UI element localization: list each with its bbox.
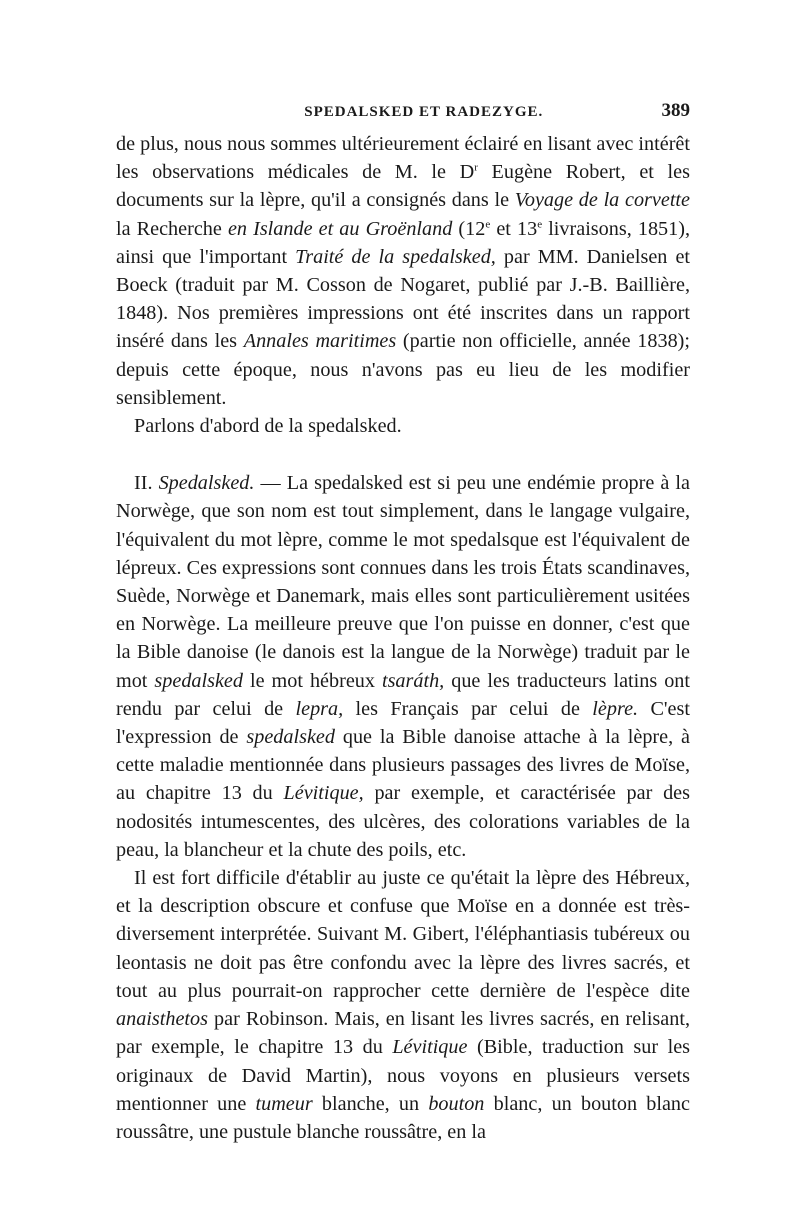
body-text	[116, 130, 690, 1146]
paragraph-transition: Parlons d'abord de la spedalsked.	[134, 415, 402, 438]
running-head: SPEDALSKED ET RADEZYGE.	[304, 104, 544, 120]
paragraph-section-ii: II. Spedalsked. — La spedalsked est si peu une endémie propre à la Norwège, que son nom est tout simplement, dans le langage vulgaire, l'équivalent du mot lèpre, comme le mot spedalsque est l'équivalent de lépreux. Ces expressions sont connues dans les trois États scandinaves, Suède, Norwège et Danemark, mais elles sont particulièrement usitées en Norwège. La meilleure preuve que l'on puisse en donner, c'est que la Bible danoise (le danois est la langue de la Norwège) traduit par le mot spedalsked le mot hébreux tsaráth, que les traducteurs latins ont rendu par celui de lepra, les Français par celui de lèpre. C'est l'expression de spedalsked que la Bible danoise attache à la lèpre, à cette maladie mentionnée dans plusieurs passages des livres de Moïse, au chapitre 13 du Lévitique, par exemple, et caractérisée par des nodosités intumescentes, des ulcères, des colorations variables de la peau, la blancheur et la chute des poils, etc.	[116, 472, 690, 861]
paragraph-hebrew-leprosy: Il est fort difficile d'établir au juste ce qu'était la lèpre des Hébreux, et la description obscure et confuse que Moïse en a donnée est très-diversement interprétée. Suivant M. Gibert, l'éléphantiasis tubéreux ou leontasis ne doit pas être confondu avec la lèpre des livres sacrés, et tout au plus pourrait-on rapprocher cette dernière de l'espèce dite anaisthetos par Robinson. Mais, en lisant les livres sacrés, en relisant, par exemple, le chapitre 13 du Lévitique (Bible, traduction sur les originaux de David Martin), nous voyons en plusieurs versets mentionner une tumeur blanche, un bouton blanc, un bouton blanc roussâtre, une pustule blanche roussâtre, en la	[116, 867, 691, 1143]
page-header	[116, 100, 690, 122]
page-number: 389	[661, 100, 690, 121]
paragraph-continued: de plus, nous nous sommes ultérieurement éclairé en lisant avec intérêt les observations médicales de M. le $D^r$ Eugène Robert, et les documents sur la lèpre, qu'il a consignés dans le Voyage de la corvette la Recherche en Islande et au Groënland (12e et 13e livraisons, 1851), ainsi que l'important Traité de la spedalsked, par MM. Danielsen et Boeck (traduit par M. Cosson de Nogaret, publié par J.-B. Baillière, 1848). Nos premières impressions ont été inscrites dans un rapport inséré dans les Annales maritimes (partie non officielle, année 1838); depuis cette époque, nous n'avons pas eu lieu de les modifier sensiblement.	[116, 133, 691, 409]
